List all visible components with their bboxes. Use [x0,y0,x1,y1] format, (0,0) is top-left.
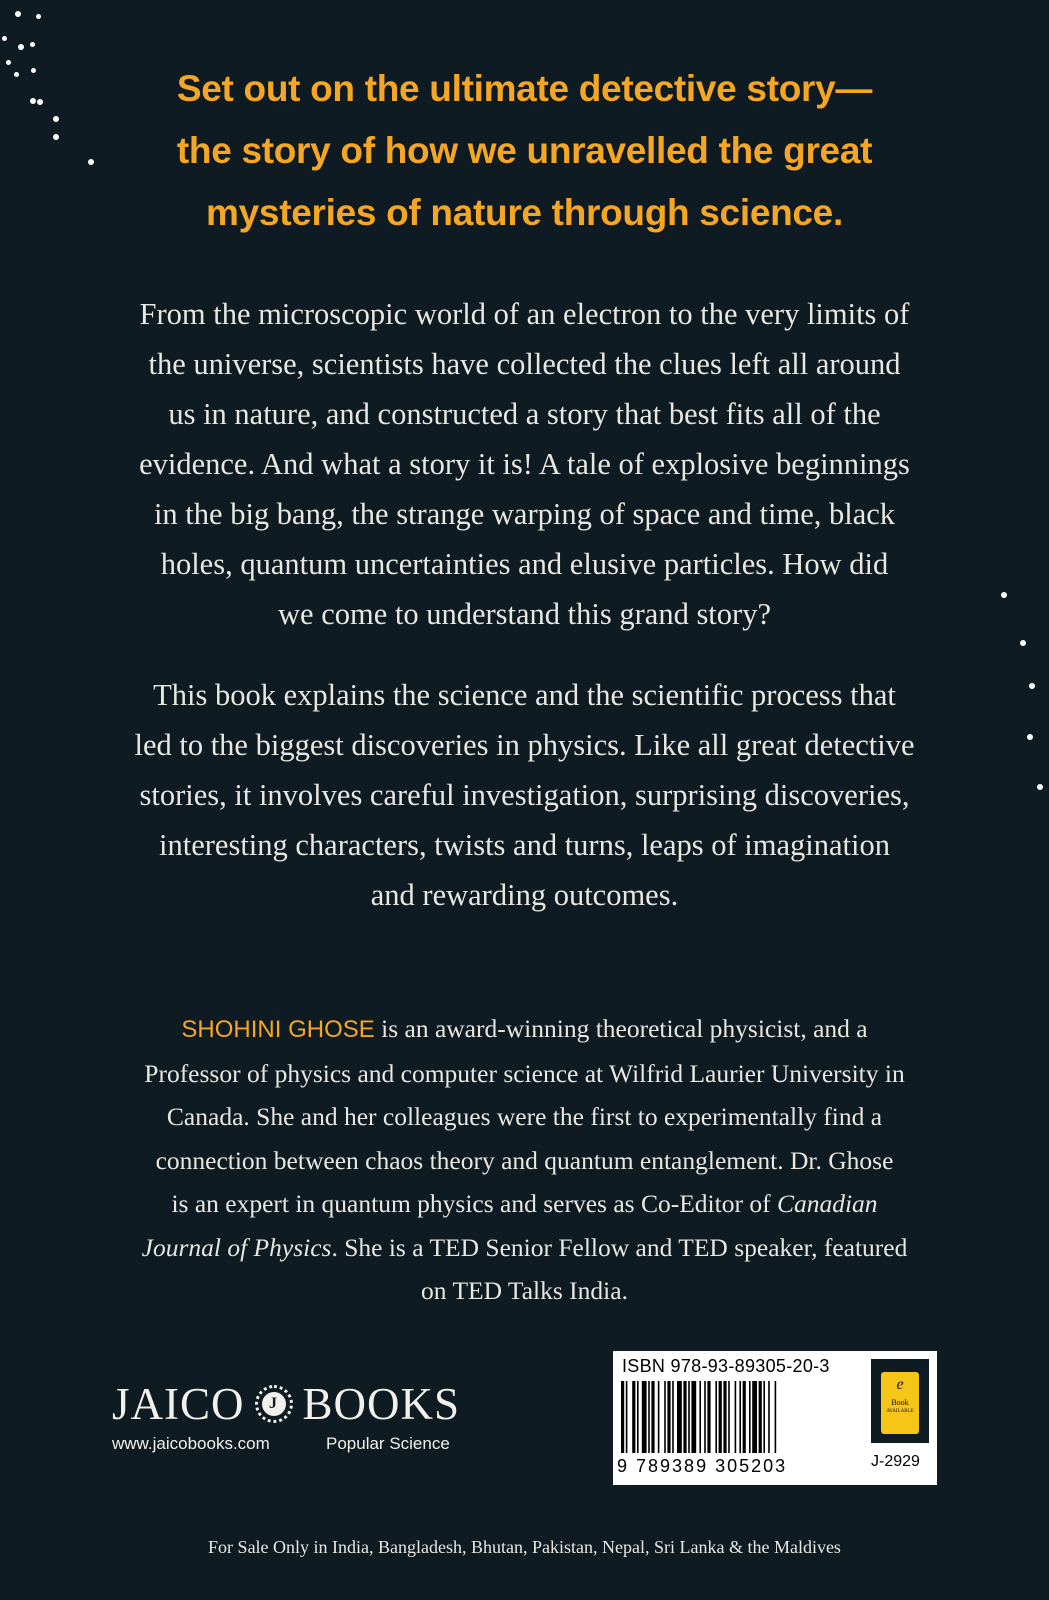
star-dot [1037,784,1043,790]
barcode-bar [715,1381,717,1453]
barcode-bar [658,1381,660,1453]
book-category: Popular Science [326,1434,450,1453]
barcode-bar [704,1381,706,1453]
bio-line [60,1226,989,1270]
sun-emblem-icon [255,1385,293,1423]
publisher-website: www.jaicobooks.com [112,1434,270,1453]
isbn-text: ISBN 978-93-89305-20-3 [622,1356,830,1376]
journal-title: Canadian [776,1189,878,1218]
barcode-bar [672,1381,674,1453]
description-paragraph-1 [60,289,989,639]
star-dot [1001,592,1007,598]
description-line: stories, it involves careful investigation, surprising discoveries, [139,778,910,812]
barcode-bar [752,1381,757,1453]
barcode-bar [743,1381,746,1453]
tagline [90,58,959,244]
description-line: us in nature, and constructed a story that best fits all of the [168,397,881,431]
barcode-bar [667,1381,670,1453]
description-line: led to the biggest discoveries in physics. Like all great detective [134,728,915,762]
author-bio [60,1007,989,1313]
star-dot [6,60,11,65]
star-dot [14,72,19,77]
bio-line [60,1007,989,1052]
star-dot [53,134,59,140]
star-dot [36,14,41,19]
description-line: From the microscopic world of an electron to the very limits of [139,297,910,331]
author-name: SHOHINI GHOSE [181,1016,375,1043]
barcode-bar [691,1381,696,1453]
star-dot [1027,734,1033,740]
ebook-label: Book [891,1398,909,1407]
publisher-logo [112,1378,460,1430]
barcode-panel [613,1351,937,1485]
description-line: interesting characters, twists and turns, leaps of imagination [159,828,890,862]
barcode-bar [683,1381,686,1453]
barcode-bar [699,1381,701,1453]
description-line: we come to understand this grand story? [278,597,771,631]
description-line: holes, quantum uncertainties and elusive particles. How did [160,547,889,581]
star-dot [18,44,24,50]
barcode-bar [749,1381,751,1453]
barcode-bar [735,1381,737,1453]
barcode-bar [637,1381,639,1453]
barcode-bar [759,1381,762,1453]
bio-text: . She is a TED Senior Fellow and TED speaker, featured [331,1232,908,1262]
ebook-available: AVAILABLE [886,1409,914,1414]
bio-line: Professor of physics and computer science at Wilfrid Laurier University in [144,1058,905,1088]
barcode-bar [739,1381,741,1453]
barcode-bar [688,1381,690,1453]
barcode-bar [723,1381,726,1453]
description-line: and rewarding outcomes. [370,878,679,912]
barcode-bar [621,1381,624,1453]
description-paragraph-2 [60,670,989,920]
ebook-badge [871,1359,929,1443]
tagline-line: mysteries of nature through science. [206,192,843,233]
barcode-bar [677,1381,682,1453]
bio-line [60,1182,989,1226]
bio-line: Canada. She and her colleagues were the first to experimentally find a [166,1102,883,1131]
sale-notice: For Sale Only in India, Bangladesh, Bhutan, Pakistan, Nepal, Sri Lanka & the Maldives [208,1537,841,1557]
bio-line: on TED Talks India. [421,1276,628,1305]
barcode-bar [651,1381,654,1453]
star-dot [30,42,35,47]
barcode-bar [632,1381,635,1453]
description-line: in the big bang, the strange warping of space and time, black [153,497,896,531]
ebook-icon [881,1372,919,1434]
bio-line: connection between chaos theory and quantum entanglement. Dr. Ghose [155,1145,894,1175]
barcode-bar [775,1381,777,1453]
star-dot [30,98,36,104]
star-dot [2,36,7,41]
barcode-bars [619,1381,859,1457]
publisher-name-left: JAICO [112,1379,245,1429]
star-dot [37,99,43,105]
star-dot [53,116,59,122]
emblem-letter: J [262,1392,286,1416]
barcode-bar [763,1381,765,1453]
star-dot [31,68,36,73]
barcode-bar [664,1381,666,1453]
description-line: evidence. And what a story it is! A tale of explosive beginnings [139,447,910,481]
description-line: the universe, scientists have collected the clues left all around [148,347,901,381]
barcode-bar [642,1381,647,1453]
star-dot [1029,683,1035,689]
barcode-bar [707,1381,710,1453]
tagline-line: the story of how we unravelled the great [176,130,873,171]
tagline-line: Set out on the ultimate detective story— [176,68,873,109]
barcode-digits: 9 789389 305203 [617,1456,788,1476]
bio-text: is an award-winning theoretical physicist, and a [374,1014,868,1043]
publisher-name-right: BOOKS [302,1379,461,1429]
journal-title: Journal of Physics [141,1232,332,1262]
barcode-bar [719,1381,722,1453]
star-dot [15,11,21,17]
barcode-bar [728,1381,730,1453]
barcode-bar [626,1381,628,1453]
description-line: This book explains the science and the scientific process that [153,678,896,712]
product-code: J-2929 [871,1453,920,1470]
star-dot [1020,640,1026,646]
ebook-e: e [896,1376,904,1393]
bio-text: is an expert in quantum physics and serves as Co-Editor of [171,1189,777,1218]
barcode-bar [768,1381,770,1453]
barcode-bar [648,1381,650,1453]
